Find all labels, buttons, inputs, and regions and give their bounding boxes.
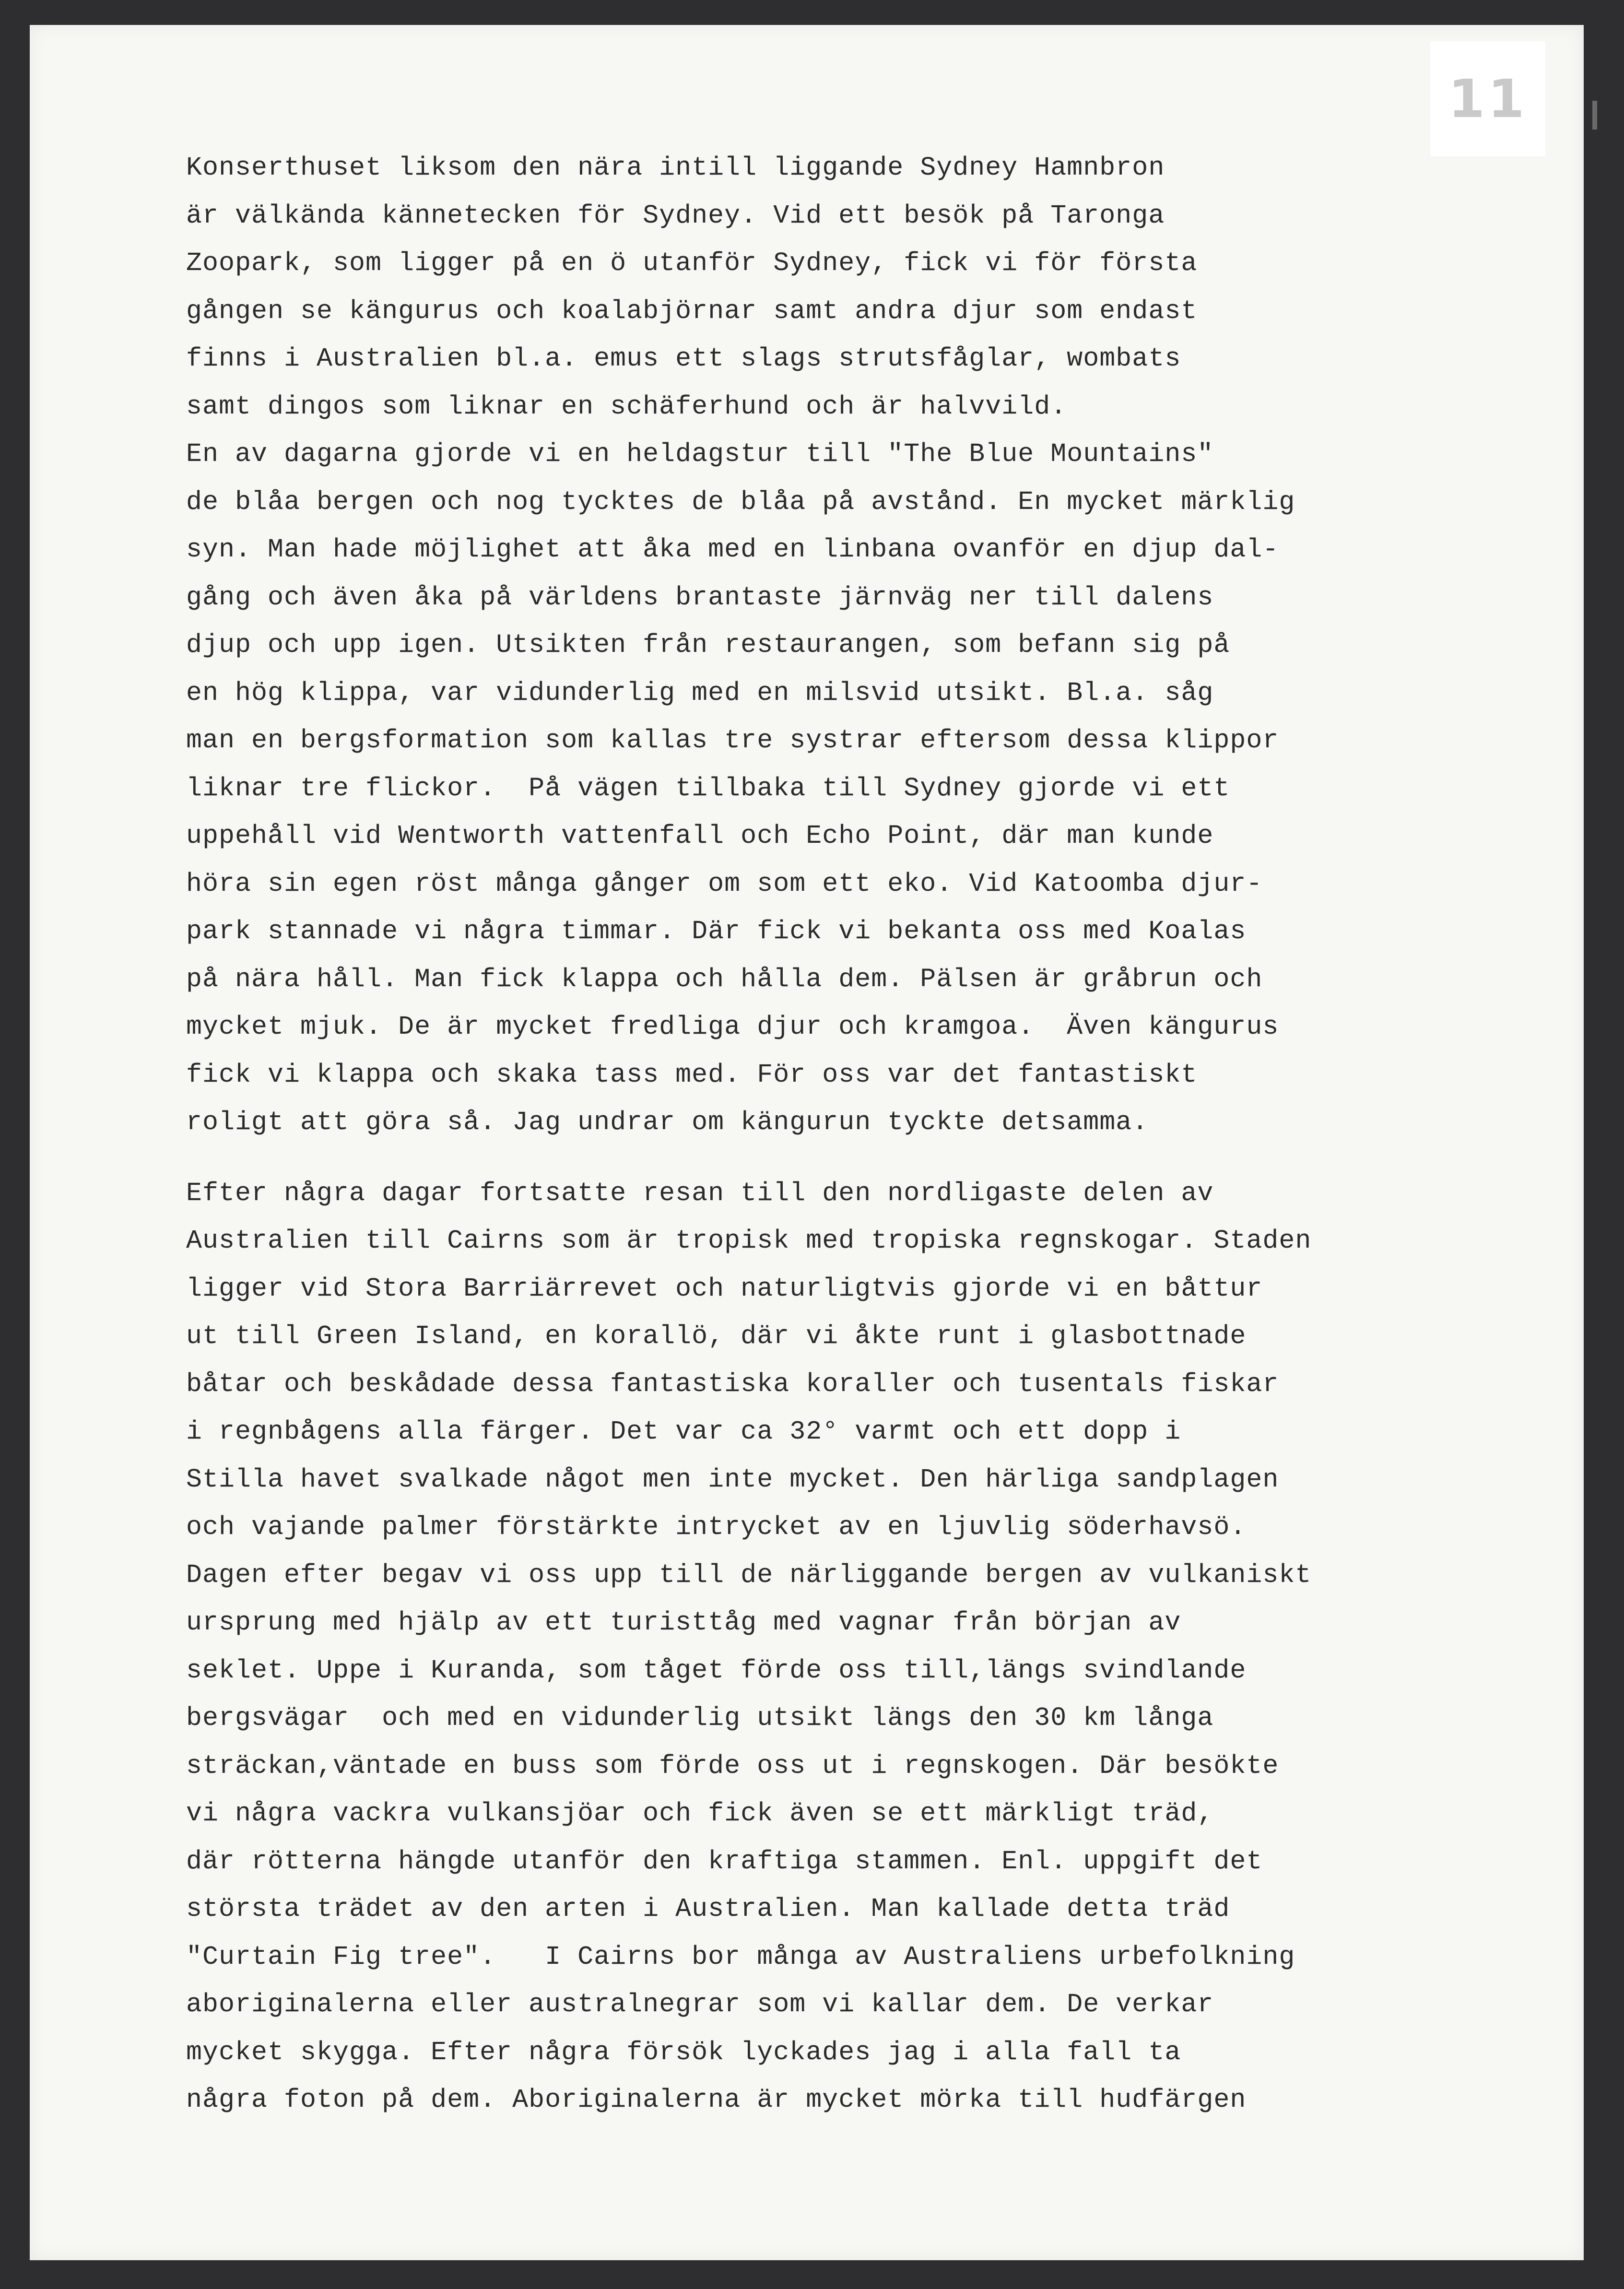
text-line: där rötterna hängde utanför den kraftiga stammen. Enl. uppgift det <box>186 1846 1263 1876</box>
text-line: "Curtain Fig tree". I Cairns bor många av Australiens urbefolkning <box>186 1941 1295 1972</box>
text-line: ursprung med hjälp av ett turisttåg med vagnar från början av <box>186 1607 1181 1638</box>
text-line: höra sin egen röst många gånger om som ett eko. Vid Katoomba djur- <box>186 868 1263 899</box>
text-line: ut till Green Island, en korallö, där vi åkte runt i glasbottnade <box>186 1321 1247 1351</box>
text-line: gång och även åka på världens brantaste järnväg ner till dalens <box>186 582 1214 613</box>
text-line: fick vi klappa och skaka tass med. För oss var det fantastiskt <box>186 1059 1198 1090</box>
text-line: Australien till Cairns som är tropisk med tropiska regnskogar. Staden <box>186 1226 1312 1256</box>
text-line: i regnbågens alla färger. Det var ca 32° varmt och ett dopp i <box>186 1416 1181 1447</box>
text-line: Efter några dagar fortsatte resan till den nordligaste delen av <box>186 1178 1214 1208</box>
text-line: bergsvägar och med en vidunderlig utsikt längs den 30 km långa <box>186 1703 1214 1733</box>
text-line: park stannade vi några timmar. Där fick vi bekanta oss med Koalas <box>186 916 1247 946</box>
text-line: samt dingos som liknar en schäferhund och är halvvild. <box>186 391 1067 422</box>
text-line: vi några vackra vulkansjöar och fick även se ett märkligt träd, <box>186 1798 1214 1829</box>
text-line: är välkända kännetecken för Sydney. Vid ett besök på Taronga <box>186 200 1165 231</box>
text-line: de blåa bergen och nog tycktes de blåa på avstånd. En mycket märklig <box>186 486 1295 517</box>
text-line: mycket skygga. Efter några försök lyckades jag i alla fall ta <box>186 2037 1181 2067</box>
text-line: djup och upp igen. Utsikten från restaurangen, som befann sig på <box>186 630 1230 660</box>
text-line: ligger vid Stora Barriärrevet och naturligtvis gjorde vi en båttur <box>186 1273 1263 1304</box>
text-line: finns i Australien bl.a. emus ett slags strutsfåglar, wombats <box>186 343 1181 374</box>
text-line: Stilla havet svalkade något men inte mycket. Den härliga sandplagen <box>186 1464 1279 1495</box>
text-line: och vajande palmer förstärkte intrycket av en ljuvlig söderhavsö. <box>186 1512 1247 1542</box>
text-line: syn. Man hade möjlighet att åka med en linbana ovanför en djup dal- <box>186 534 1279 565</box>
text-line: En av dagarna gjorde vi en heldagstur till "The Blue Mountains" <box>186 439 1214 469</box>
text-line: roligt att göra så. Jag undrar om kängurun tyckte detsamma. <box>186 1107 1149 1137</box>
text-line: seklet. Uppe i Kuranda, som tåget förde oss till,längs svindlande <box>186 1655 1247 1686</box>
text-line: största trädet av den arten i Australien. Man kallade detta träd <box>186 1894 1230 1924</box>
text-line: Dagen efter begav vi oss upp till de närliggande bergen av vulkaniskt <box>186 1559 1312 1590</box>
page-number-label: 11 <box>1430 41 1545 156</box>
text-line: båtar och beskådade dessa fantastiska koraller och tusentals fiskar <box>186 1369 1279 1399</box>
text-line: liknar tre flickor. På vägen tillbaka till Sydney gjorde vi ett <box>186 773 1230 803</box>
text-line: uppehåll vid Wentworth vattenfall och Echo Point, där man kunde <box>186 821 1214 851</box>
typewritten-text <box>186 144 1500 2124</box>
text-line: Konserthuset liksom den nära intill liggande Sydney Hamnbron <box>186 153 1165 183</box>
text-line: några foton på dem. Aboriginalerna är mycket mörka till hudfärgen <box>186 2085 1247 2115</box>
paragraph-cairns <box>186 1169 1500 2124</box>
text-line: aboriginalerna eller australnegrar som vi kallar dem. De verkar <box>186 1989 1214 2019</box>
text-line: mycket mjuk. De är mycket fredliga djur och kramgoa. Även kängurus <box>186 1012 1279 1042</box>
edge-mark <box>1592 101 1597 130</box>
text-line: man en bergsformation som kallas tre systrar eftersom dessa klippor <box>186 725 1279 755</box>
text-line: sträckan,väntade en buss som förde oss ut i regnskogen. Där besökte <box>186 1750 1279 1781</box>
text-line: en hög klippa, var vidunderlig med en milsvid utsikt. Bl.a. såg <box>186 677 1214 708</box>
text-line: Zoopark, som ligger på en ö utanför Sydney, fick vi för första <box>186 248 1198 278</box>
text-line: gången se kängurus och koalabjörnar samt andra djur som endast <box>186 295 1198 326</box>
paragraph-sydney <box>186 144 1500 1146</box>
text-line: på nära håll. Man fick klappa och hålla dem. Pälsen är gråbrun och <box>186 964 1263 994</box>
